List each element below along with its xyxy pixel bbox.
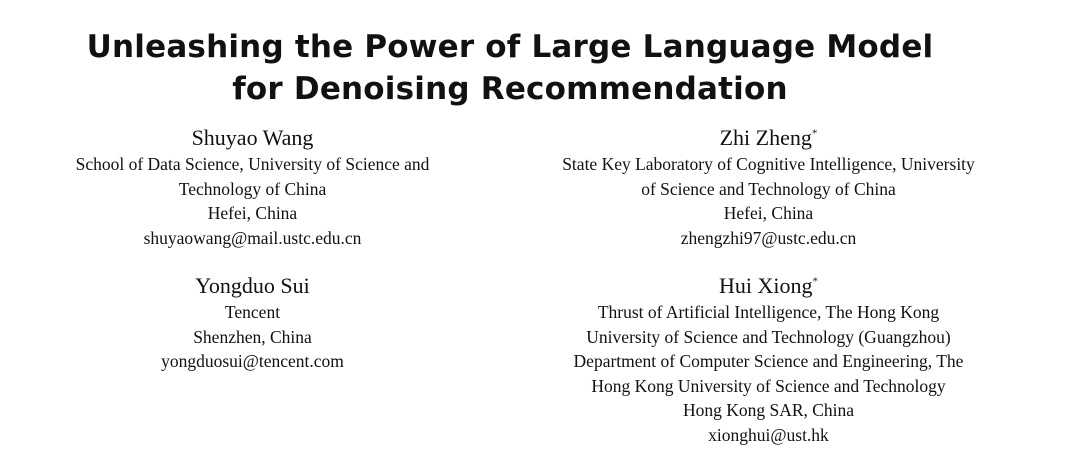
author-affiliation-line: of Science and Technology of China xyxy=(641,178,896,199)
author-name-text: Yongduo Sui xyxy=(195,273,310,298)
author-affiliation-line: Thrust of Artificial Intelligence, The Hong Kong xyxy=(597,302,940,322)
author-name xyxy=(30,272,475,300)
author-affiliation-line: State Key Laboratory of Cognitive Intelligence, University xyxy=(562,154,975,174)
author-name xyxy=(30,124,475,152)
author-email: shuyaowang@mail.ustc.edu.cn xyxy=(143,227,362,248)
author-name xyxy=(516,124,1021,152)
author-affiliation-line: School of Data Science, University of Science and xyxy=(75,154,430,174)
paper-title xyxy=(0,26,1020,110)
author-name xyxy=(516,272,1021,300)
author-email: xionghui@ust.hk xyxy=(708,424,829,445)
author-location: Hong Kong SAR, China xyxy=(682,400,855,420)
paper-title-line-1: Unleashing the Power of Large Language Model xyxy=(86,29,934,65)
author-name-text: Hui Xiong xyxy=(719,273,813,298)
author-affiliation-line: Hong Kong University of Science and Technology xyxy=(591,375,946,396)
author-location: Hefei, China xyxy=(207,203,298,223)
corresponding-author-mark: * xyxy=(811,127,818,140)
corresponding-author-mark: * xyxy=(812,275,818,288)
author-affiliation-line: Department of Computer Science and Engineering, The xyxy=(573,351,964,371)
author-affiliation-line: Tencent xyxy=(224,302,281,322)
author-location: Hefei, China xyxy=(723,203,814,223)
author-name-text: Zhi Zheng xyxy=(719,125,812,150)
author-affiliation-line: University of Science and Technology (Guangzhou) xyxy=(586,326,951,347)
author-block-hui-xiong xyxy=(516,272,1021,447)
author-block-yongduo-sui xyxy=(30,272,475,374)
author-email: yongduosui@tencent.com xyxy=(161,351,344,371)
author-affiliation-line: Technology of China xyxy=(178,178,327,199)
author-email: zhengzhi97@ustc.edu.cn xyxy=(680,227,857,248)
paper-title-line-2: for Denoising Recommendation xyxy=(232,71,788,107)
author-location: Shenzhen, China xyxy=(193,326,312,347)
author-name-text: Shuyao Wang xyxy=(191,125,314,150)
author-block-shuyao-wang xyxy=(30,124,475,250)
author-block-zhi-zheng xyxy=(516,124,1021,250)
